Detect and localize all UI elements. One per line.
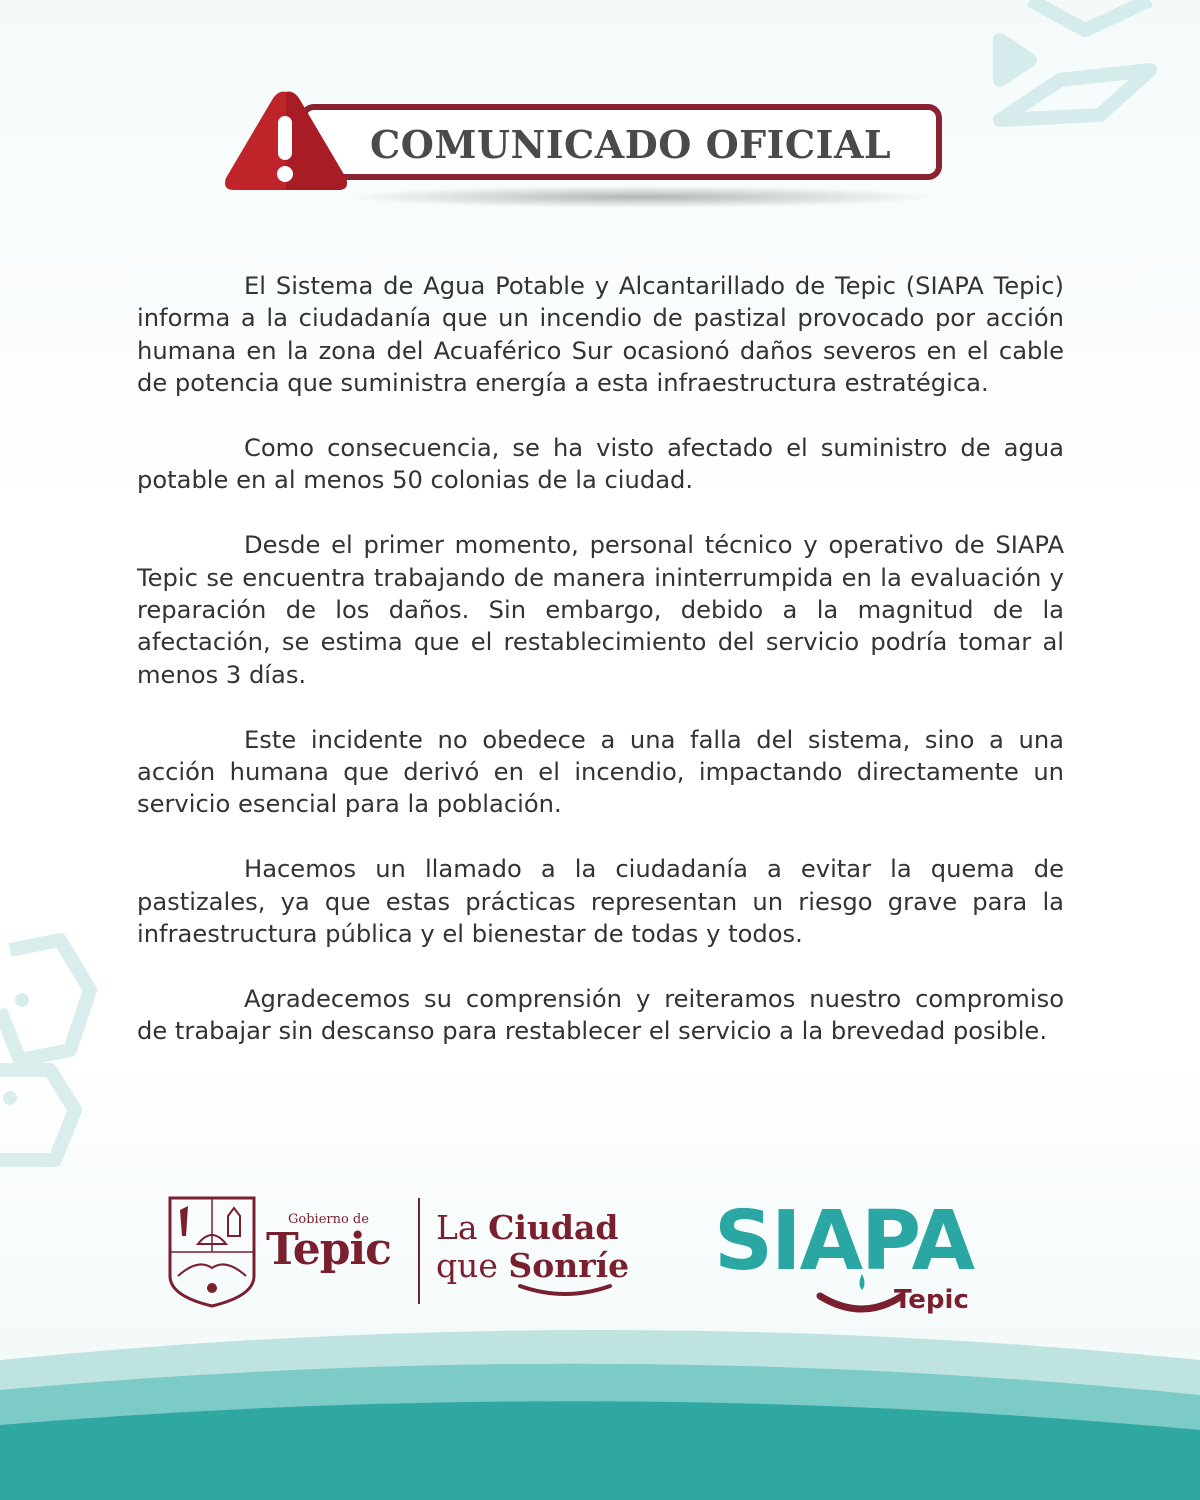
slogan-la: La xyxy=(436,1208,478,1247)
slogan-line-2 xyxy=(436,1246,629,1285)
tepic-crest-icon xyxy=(168,1196,256,1308)
paragraph: Agradecemos su comprensión y reiteramos nuestro compromiso de trabajar sin descanso para restablecer el servicio a la brevedad posible. xyxy=(137,984,1064,1046)
slogan-que: que xyxy=(436,1246,498,1285)
paragraph: Desde el primer momento, personal técnico y operativo de SIAPA Tepic se encuentra trabajando de manera ininterrumpida en la evaluación y reparación de los daños. Sin embargo, debido a la magnitud de la afectación, se estima que el restablecimiento del servicio podría tomar al menos 3 días. xyxy=(137,531,1064,689)
warning-triangle-icon xyxy=(220,86,352,194)
paragraph: Como consecuencia, se ha visto afectado el suministro de agua potable en al menos 50 colonias de la ciudad. xyxy=(137,434,1064,495)
page-title: COMUNICADO OFICIAL xyxy=(370,122,892,167)
logo-divider xyxy=(418,1198,420,1304)
smile-icon xyxy=(500,1282,630,1300)
siapa-wordmark: SIAPA xyxy=(714,1194,974,1289)
slogan-line-1 xyxy=(436,1208,618,1247)
siapa-tepic-label: Tepic xyxy=(894,1285,969,1315)
communique-body xyxy=(137,270,1064,1080)
paragraph: El Sistema de Agua Potable y Alcantarillado de Tepic (SIAPA Tepic) informa a la ciudadanía que un incendio de pastizal provocado por acción humana en la zona del Acuaférico Sur ocasionó daños severos en el cable de potencia que suministra energía a esta infraestructura estratégica. xyxy=(137,272,1064,398)
paragraph: Este incidente no obedece a una falla del sistema, sino a una acción humana que derivó en el incendio, impactando directamente un servicio esencial para la población. xyxy=(137,725,1064,819)
gobierno-de-label: Gobierno de xyxy=(288,1212,369,1227)
slogan-sonrie: Sonríe xyxy=(508,1246,630,1285)
tepic-wordmark: Tepic xyxy=(266,1224,391,1275)
header-banner xyxy=(220,86,960,216)
banner-shadow xyxy=(340,186,940,208)
slogan-ciudad: Ciudad xyxy=(488,1208,619,1247)
paragraph: Hacemos un llamado a la ciudadanía a evitar la quema de pastizales, ya que estas prácticas representan un riesgo grave para la infraestructura pública y el bienestar de todas y todos. xyxy=(137,855,1064,949)
